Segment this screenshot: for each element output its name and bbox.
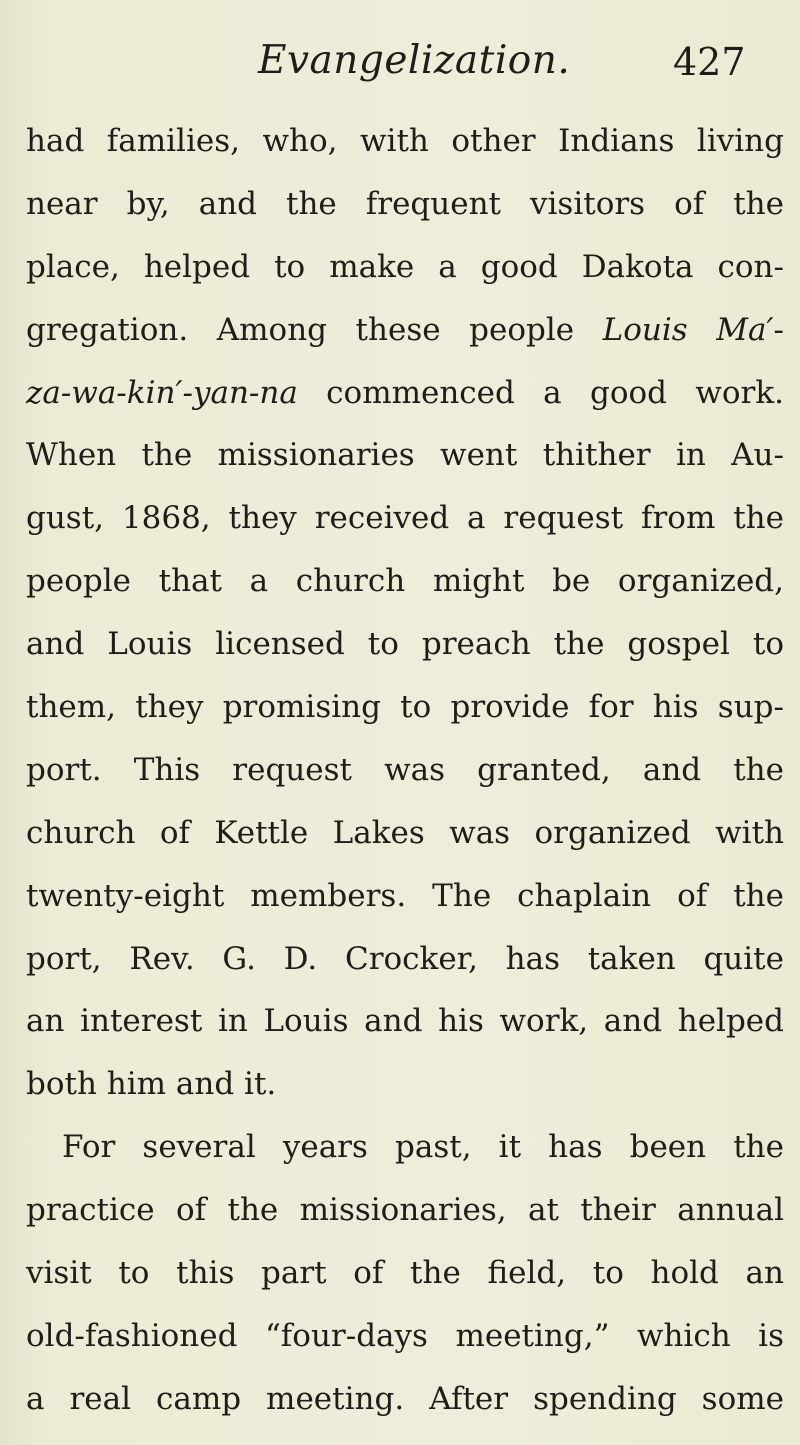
text-line: had families, who, with other Indians living (26, 123, 784, 159)
text-line: When the missionaries went thither in Au- (26, 437, 784, 474)
text-line: place, helped to make a good Dakota con- (26, 248, 784, 285)
text-line: them, they promising to provide for his sup- (26, 689, 784, 726)
text-line: people that a church might be organized, (26, 563, 784, 600)
text-line: church of Kettle Lakes was organized with (26, 814, 784, 851)
text-segment: commenced a good work. (297, 374, 784, 411)
running-title: Evangelization. (258, 38, 571, 83)
text-line: visit to this part of the field, to hold an (26, 1255, 784, 1292)
text-line (26, 362, 784, 425)
paragraph-start-line: For several years past, it has been the (62, 1129, 784, 1166)
text-line: an interest in Louis and his work, and helped (26, 1003, 784, 1040)
body-text (26, 110, 784, 1431)
text-line: old-fashioned “four-days meeting,” which is (26, 1317, 784, 1354)
text-line: and Louis licensed to preach the gospel to (26, 626, 784, 663)
text-line: practice of the missionaries, at their annual (26, 1192, 784, 1229)
text-line: near by, and the frequent visitors of the (26, 185, 784, 222)
text-line: twenty-eight members. The chaplain of the (26, 877, 784, 914)
text-line: a real camp meeting. After spending some (26, 1380, 784, 1417)
text-line: both him and it. (26, 1066, 277, 1103)
text-line (26, 299, 784, 362)
text-segment: gregation. Among these people (26, 311, 603, 348)
running-head (258, 38, 770, 102)
italic-name: Louis Ma′- (602, 311, 784, 348)
text-line: port, Rev. G. D. Crocker, has taken quite (26, 940, 784, 977)
page-number: 427 (673, 40, 746, 84)
text-line: port. This request was granted, and the (26, 751, 784, 788)
text-line: gust, 1868, they received a request from the (26, 500, 784, 537)
italic-name-continued: za-wa-kin′-yan-na (26, 374, 298, 411)
